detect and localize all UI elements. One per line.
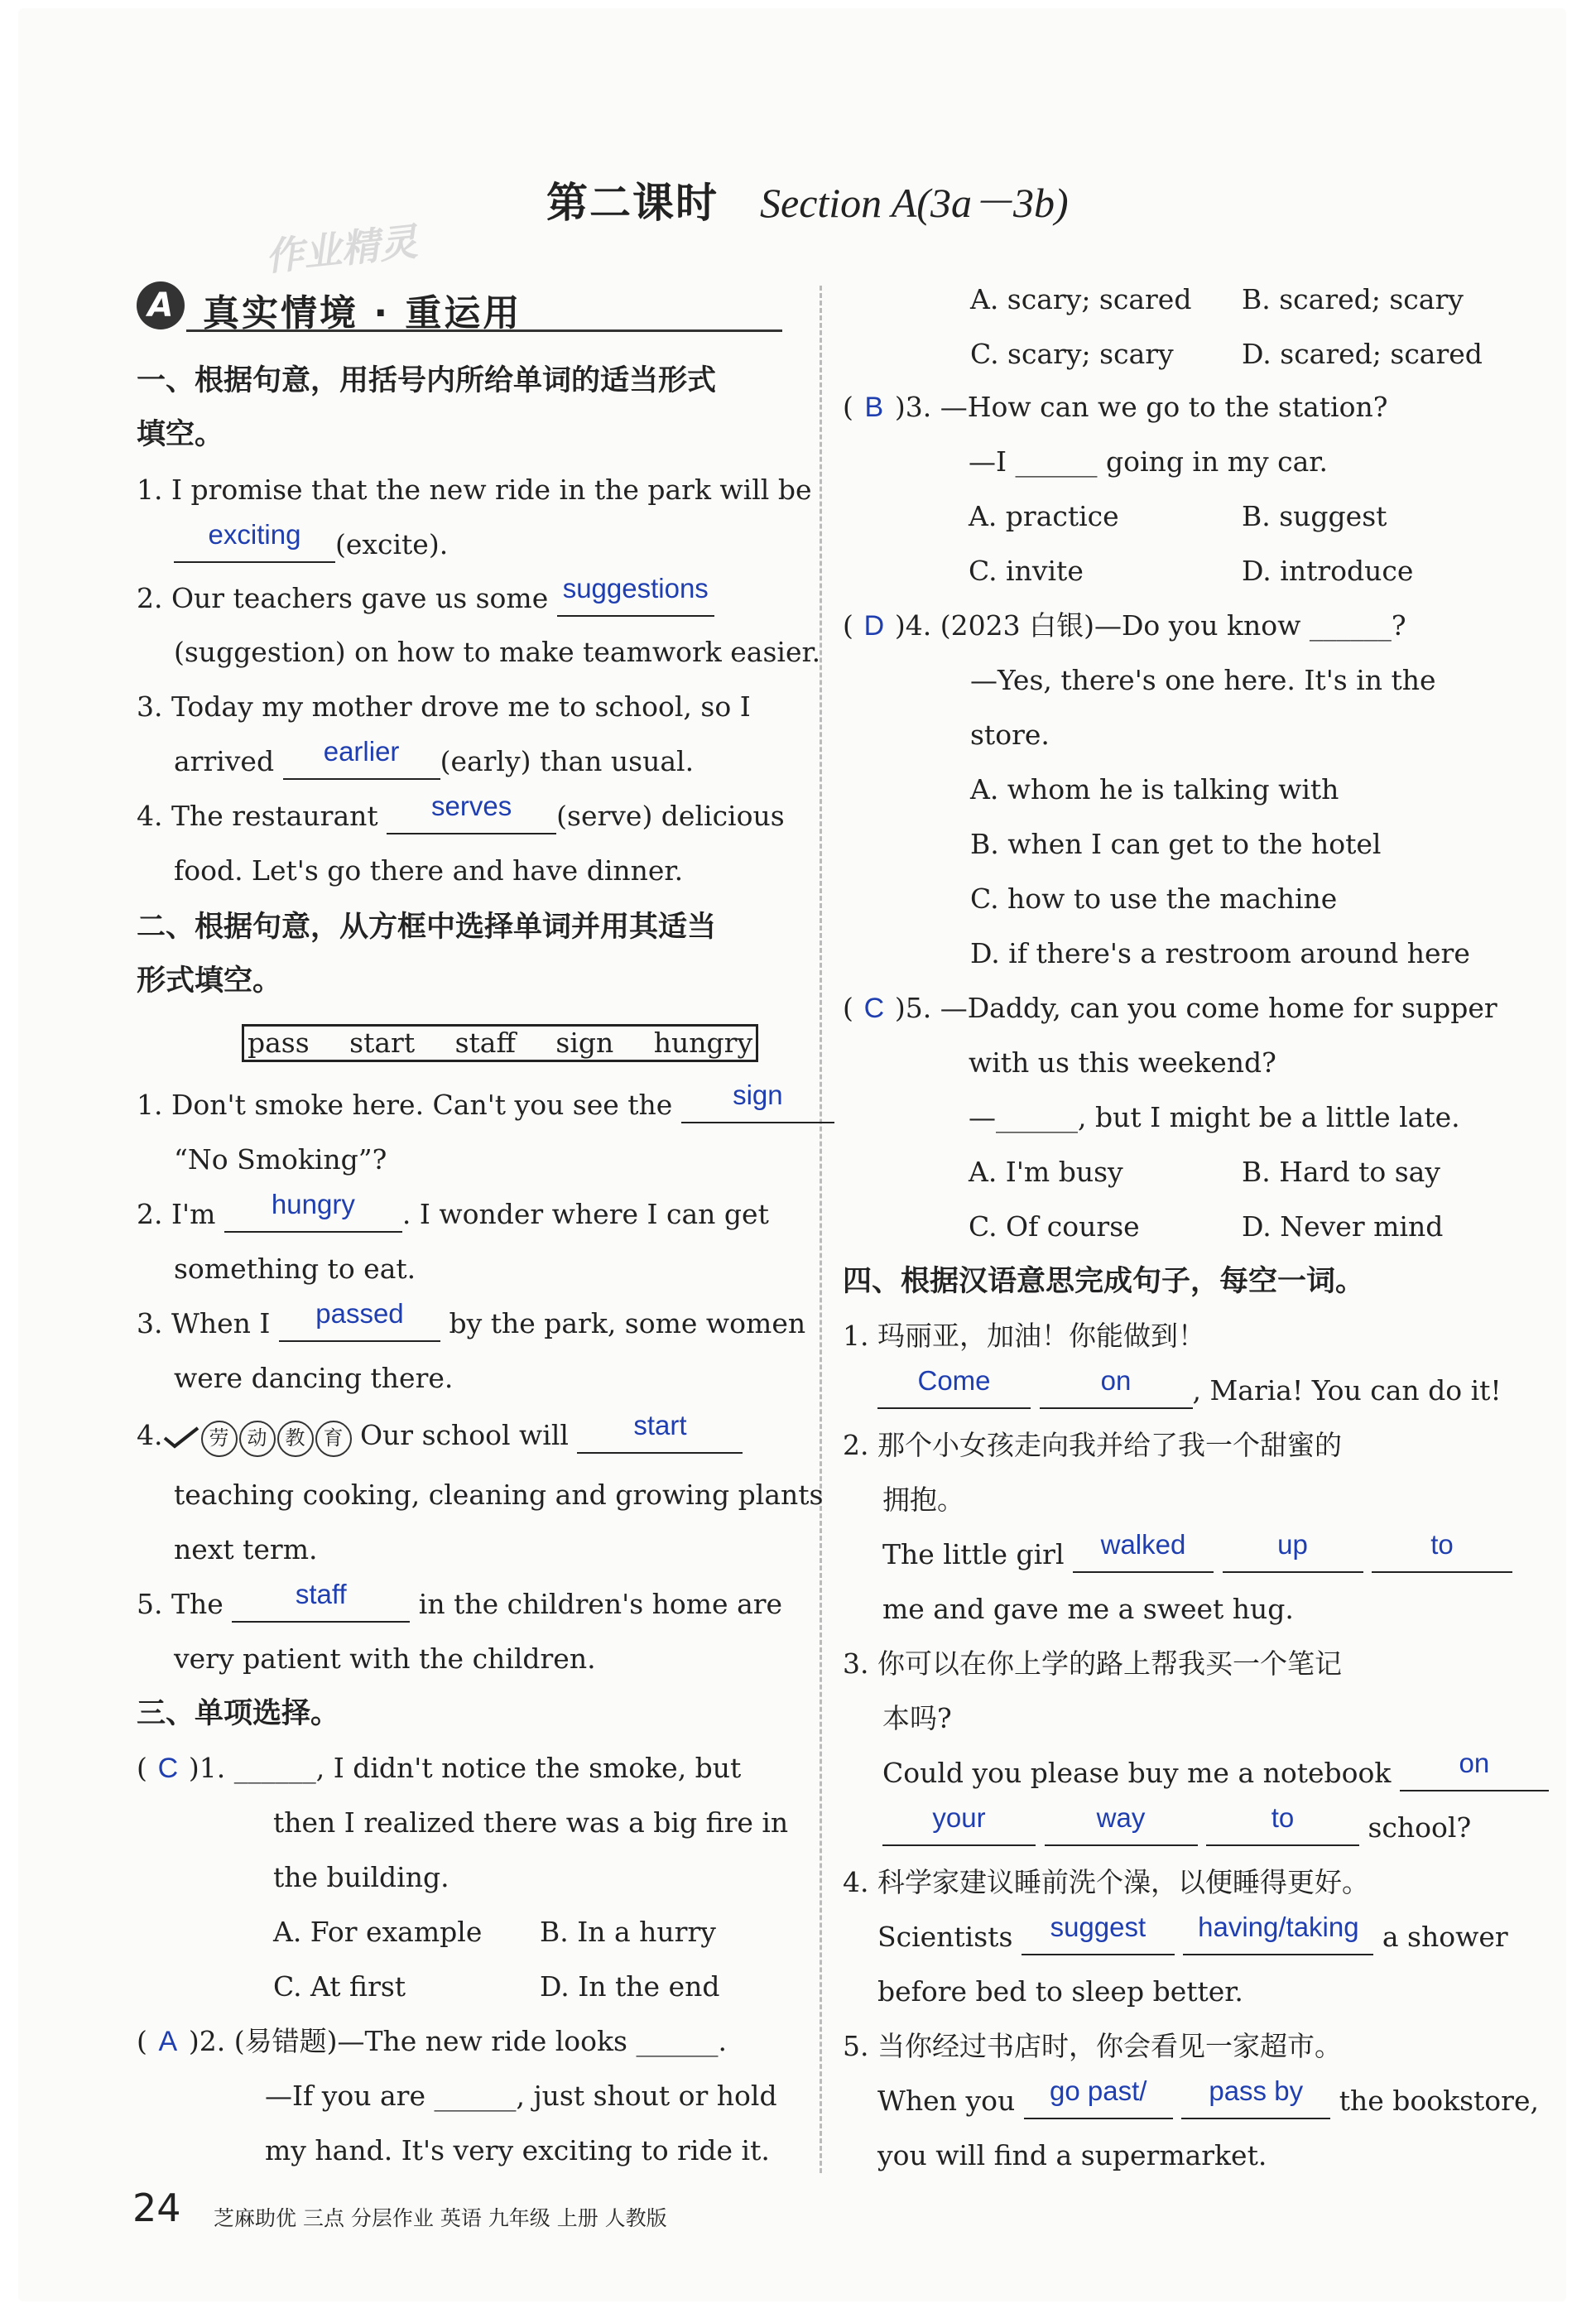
p3-q5-b: with us this weekend? bbox=[969, 1046, 1276, 1079]
paren-open: ( bbox=[137, 2025, 147, 2057]
paren-open: ( bbox=[137, 1752, 147, 1784]
p3-q4-answer[interactable]: D bbox=[863, 610, 885, 642]
banner-badge: A bbox=[137, 281, 185, 329]
footer-book-title: 芝麻助优 三点 分层作业 英语 九年级 上册 人教版 bbox=[214, 2206, 667, 2230]
paren-close: ) bbox=[894, 609, 906, 642]
p4-q1-blank-1[interactable] bbox=[877, 1365, 1031, 1409]
p3-q3-option-b[interactable]: B. suggest bbox=[1242, 500, 1387, 532]
p3-q5-c: —______, but I might be a little late. bbox=[969, 1101, 1460, 1133]
tag-glyph: 动 bbox=[239, 1421, 276, 1457]
p3-q2-option-b[interactable]: B. scared; scary bbox=[1242, 283, 1464, 315]
p4-q1-b: , Maria! You can do it! bbox=[1192, 1374, 1502, 1407]
p2-q5-cont: very patient with the children. bbox=[174, 1642, 596, 1675]
p4-q3-answer: to bbox=[1271, 1802, 1295, 1833]
p2-q3-answer: passed bbox=[315, 1298, 404, 1329]
p2-q1-line bbox=[137, 1080, 834, 1123]
word-box-item: pass bbox=[248, 1027, 310, 1059]
p3-q3-option-d[interactable]: D. introduce bbox=[1242, 555, 1414, 587]
p1-q3-b2: (early) than usual. bbox=[440, 745, 695, 777]
p3-q1-answer[interactable]: C bbox=[157, 1753, 179, 1784]
p2-q4-a: Our school will bbox=[360, 1419, 569, 1451]
column-divider bbox=[820, 286, 822, 2173]
p3-q2-a: 2. (易错题)—The new ride looks ______. bbox=[199, 2025, 727, 2057]
p1-q1-hint: (excite). bbox=[335, 528, 449, 560]
p3-q3-option-a[interactable]: A. practice bbox=[969, 500, 1119, 532]
p4-q3-answer: on bbox=[1459, 1748, 1490, 1778]
p4-q4-blank-2[interactable] bbox=[1183, 1912, 1373, 1955]
part4-heading: 四、根据汉语意思完成句子，每空一词。 bbox=[843, 1265, 1365, 1298]
p3-q3-answer[interactable]: B bbox=[864, 392, 884, 423]
tag-glyph: 劳 bbox=[201, 1421, 238, 1457]
p3-q1-b: then I realized there was a big fire in bbox=[273, 1806, 789, 1839]
p2-q3-blank[interactable] bbox=[279, 1298, 440, 1342]
section-banner bbox=[137, 281, 782, 339]
p3-q4-c: store. bbox=[970, 719, 1050, 751]
p1-q2-a: 2. Our teachers gave us some bbox=[137, 582, 549, 614]
p4-q5-b: the bookstore, bbox=[1339, 2085, 1539, 2117]
p1-q1-blank[interactable] bbox=[174, 519, 335, 563]
p3-q4-option-b[interactable]: B. when I can get to the hotel bbox=[970, 828, 1382, 860]
p1-q3-line bbox=[174, 736, 695, 780]
paren-close: ) bbox=[188, 2025, 200, 2057]
p3-q2-c: my hand. It's very exciting to ride it. bbox=[265, 2134, 770, 2167]
p3-q3-option-c[interactable]: C. invite bbox=[969, 555, 1084, 587]
p2-q5-line bbox=[137, 1579, 783, 1623]
p4-q2-line bbox=[882, 1529, 1512, 1573]
title-section: Section A(3a－3b) bbox=[760, 180, 1069, 226]
p2-q2-answer: hungry bbox=[271, 1189, 355, 1219]
p4-q1-line bbox=[877, 1365, 1502, 1409]
p4-q3-line bbox=[882, 1748, 1549, 1791]
p3-q2-answer[interactable]: A bbox=[158, 2026, 178, 2057]
p4-q4-cn: 4. 科学家建议睡前洗个澡，以便睡得更好。 bbox=[843, 1866, 1369, 1898]
p4-q4-cont: before bed to sleep better. bbox=[877, 1975, 1243, 2008]
title-chinese: 第二课时 bbox=[546, 179, 719, 227]
banner-underline bbox=[186, 329, 782, 332]
p1-q4-cont: food. Let's go there and have dinner. bbox=[174, 854, 684, 887]
word-box-item: hungry bbox=[653, 1027, 753, 1059]
p3-q3-b: —I ______ going in my car. bbox=[969, 445, 1328, 478]
word-box bbox=[242, 1024, 758, 1062]
p2-q5-b: in the children's home are bbox=[418, 1588, 783, 1620]
p2-q5-a: 5. The bbox=[137, 1588, 224, 1620]
p1-q2-answer: suggestions bbox=[562, 573, 709, 604]
p2-q5-blank[interactable] bbox=[232, 1579, 410, 1623]
p1-q4-a: 4. The restaurant bbox=[137, 800, 378, 832]
p2-q5-answer: staff bbox=[295, 1579, 347, 1609]
p4-q2-cn-cont: 拥抱。 bbox=[882, 1484, 964, 1516]
p4-q4-b: a shower bbox=[1382, 1921, 1508, 1953]
p4-q5-blank-1[interactable] bbox=[1024, 2075, 1173, 2119]
p3-q5-answer[interactable]: C bbox=[863, 993, 885, 1024]
p3-q3-line bbox=[843, 391, 1387, 424]
p4-q5-answer: pass by bbox=[1209, 2075, 1304, 2106]
p1-q4-blank[interactable] bbox=[387, 791, 556, 834]
part1-heading: 一、根据句意，用括号内所给单词的适当形式 bbox=[137, 364, 717, 397]
p3-q5-option-c[interactable]: C. Of course bbox=[969, 1210, 1140, 1243]
p2-q2-b: . I wonder where I can get bbox=[401, 1198, 769, 1230]
p4-q3-answer: way bbox=[1096, 1802, 1146, 1833]
p1-q3-text: 3. Today my mother drove me to school, so I bbox=[137, 690, 751, 723]
p3-q1-option-b[interactable]: B. In a hurry bbox=[540, 1916, 716, 1948]
p2-q3-cont: were dancing there. bbox=[174, 1362, 454, 1394]
p3-q2-line bbox=[137, 2025, 727, 2058]
p4-q2-answer: walked bbox=[1100, 1529, 1186, 1560]
p3-q5-option-b[interactable]: B. Hard to say bbox=[1242, 1156, 1440, 1188]
p3-q5-option-a[interactable]: A. I'm busy bbox=[969, 1156, 1123, 1188]
p4-q5-a: When you bbox=[877, 2085, 1016, 2117]
p3-q1-option-c[interactable]: C. At first bbox=[273, 1970, 406, 2003]
p1-q3-blank[interactable] bbox=[283, 736, 440, 780]
p1-q3-answer: earlier bbox=[323, 736, 400, 767]
banner-title: 真实情境 · 重运用 bbox=[203, 292, 522, 334]
word-box-item: staff bbox=[454, 1027, 516, 1059]
watermark-logo: 作业精灵 bbox=[262, 219, 420, 280]
p1-q2-cont: (suggestion) on how to make teamwork easier. bbox=[174, 636, 821, 668]
page-title bbox=[546, 170, 1069, 229]
p4-q2-answer: to bbox=[1430, 1529, 1454, 1560]
p3-q1-a: 1. ______, I didn't notice the smoke, but bbox=[199, 1752, 742, 1784]
p4-q2-cn: 2. 那个小女孩走向我并给了我一个甜蜜的 bbox=[843, 1429, 1342, 1461]
p2-q3-a: 3. When I bbox=[137, 1307, 271, 1339]
p4-q5-line bbox=[877, 2075, 1539, 2119]
p4-q3-blank-4[interactable] bbox=[1206, 1802, 1359, 1846]
p1-q1-line bbox=[174, 519, 449, 563]
page-number: 24 bbox=[132, 2186, 181, 2230]
p3-q4-option-c[interactable]: C. how to use the machine bbox=[970, 882, 1338, 915]
p4-q3-line2 bbox=[882, 1802, 1472, 1846]
checkmark-icon bbox=[163, 1425, 200, 1450]
p1-q4-answer: serves bbox=[431, 791, 512, 821]
p3-q4-a: 4. (2023 白银)—Do you know ______? bbox=[905, 609, 1406, 642]
p2-q1-cont: “No Smoking”? bbox=[174, 1143, 387, 1176]
part3-heading: 三、单项选择。 bbox=[137, 1697, 340, 1730]
part1-heading-cont: 填空。 bbox=[137, 418, 224, 451]
p4-q4-blank-1[interactable] bbox=[1022, 1912, 1175, 1955]
p4-q3-blank-2[interactable] bbox=[882, 1802, 1036, 1846]
paren-close: ) bbox=[894, 992, 906, 1024]
p1-q4-line bbox=[137, 791, 785, 834]
p4-q2-cont: me and gave me a sweet hug. bbox=[882, 1593, 1294, 1625]
p4-q3-a: Could you please buy me a notebook bbox=[882, 1757, 1392, 1789]
p2-q4-line bbox=[137, 1410, 743, 1457]
p2-q2-a: 2. I'm bbox=[137, 1198, 216, 1230]
p2-q4-num: 4. bbox=[137, 1419, 163, 1451]
part2-heading-cont: 形式填空。 bbox=[137, 964, 282, 998]
p3-q2-option-a[interactable]: A. scary; scared bbox=[970, 283, 1192, 315]
p3-q4-option-a[interactable]: A. whom he is talking with bbox=[970, 773, 1339, 806]
p3-q4-line bbox=[843, 609, 1406, 642]
p4-q1-cn: 1. 玛丽亚，加油！你能做到！ bbox=[843, 1320, 1205, 1352]
p2-q1-answer: sign bbox=[733, 1080, 783, 1110]
p4-q2-blank-1[interactable] bbox=[1073, 1529, 1214, 1573]
p2-q4-blank[interactable] bbox=[577, 1410, 743, 1454]
p1-q4-b: (serve) delicious bbox=[556, 800, 785, 832]
p3-q5-line bbox=[843, 992, 1497, 1025]
p3-q5-option-d[interactable]: D. Never mind bbox=[1242, 1210, 1444, 1243]
p3-q1-option-d[interactable]: D. In the end bbox=[540, 1970, 720, 2003]
p4-q3-cn-cont: 本吗? bbox=[882, 1702, 952, 1734]
p2-q1-blank[interactable] bbox=[681, 1080, 834, 1123]
part2-heading: 二、根据句意，从方框中选择单词并用其适当 bbox=[137, 911, 717, 944]
p3-q4-b: —Yes, there's one here. It's in the bbox=[970, 664, 1436, 696]
p4-q3-cn: 3. 你可以在你上学的路上帮我买一个笔记 bbox=[843, 1647, 1342, 1680]
p2-q2-line bbox=[137, 1189, 769, 1233]
word-box-item: start bbox=[349, 1027, 416, 1059]
p4-q3-b: school? bbox=[1368, 1811, 1472, 1844]
p2-q4-cont2: next term. bbox=[174, 1533, 318, 1565]
p3-q1-line bbox=[137, 1752, 741, 1785]
p3-q3-a: 3. —How can we go to the station? bbox=[905, 391, 1388, 423]
p2-q3-b: by the park, some women bbox=[449, 1307, 806, 1339]
p4-q5-answer: go past/ bbox=[1050, 2075, 1147, 2106]
p4-q2-blank-2[interactable] bbox=[1223, 1529, 1363, 1573]
p2-q4-cont: teaching cooking, cleaning and growing plants bbox=[174, 1479, 824, 1511]
p2-q3-line bbox=[137, 1298, 806, 1342]
p2-q1-a: 1. Don't smoke here. Can't you see the bbox=[137, 1089, 673, 1121]
p4-q4-answer: suggest bbox=[1050, 1912, 1147, 1942]
p3-q4-option-d[interactable]: D. if there's a restroom around here bbox=[970, 937, 1470, 969]
word-box-item: sign bbox=[555, 1027, 614, 1059]
p4-q5-blank-2[interactable] bbox=[1181, 2075, 1330, 2119]
p3-q1-c: the building. bbox=[273, 1861, 449, 1893]
p4-q1-answer: Come bbox=[917, 1365, 991, 1396]
p1-q2-blank[interactable] bbox=[557, 573, 714, 617]
p4-q2-a: The little girl bbox=[882, 1538, 1065, 1570]
p4-q2-answer: up bbox=[1277, 1529, 1308, 1560]
p4-q5-cont: you will find a supermarket. bbox=[877, 2139, 1267, 2171]
p1-q1-text: 1. I promise that the new ride in the park will be bbox=[137, 474, 812, 506]
p4-q4-answer: having/taking bbox=[1198, 1912, 1359, 1942]
p1-q2-text bbox=[137, 573, 714, 617]
p4-q3-blank-1[interactable] bbox=[1400, 1748, 1549, 1791]
paren-open: ( bbox=[843, 391, 853, 423]
paren-close: ) bbox=[894, 391, 906, 423]
tag-glyph: 育 bbox=[315, 1421, 352, 1457]
p4-q4-a: Scientists bbox=[877, 1921, 1013, 1953]
p4-q4-line bbox=[877, 1912, 1508, 1955]
p1-q3-b1: arrived bbox=[174, 745, 275, 777]
p3-q2-option-c[interactable]: C. scary; scary bbox=[970, 338, 1174, 370]
p3-q5-a: 5. —Daddy, can you come home for supper bbox=[905, 992, 1497, 1024]
p2-q2-cont: something to eat. bbox=[174, 1253, 416, 1285]
p2-q4-answer: start bbox=[633, 1410, 687, 1440]
tag-glyph: 教 bbox=[277, 1421, 314, 1457]
p3-q2-option-d[interactable]: D. scared; scared bbox=[1242, 338, 1483, 370]
paren-open: ( bbox=[843, 992, 853, 1024]
p3-q1-option-a[interactable]: A. For example bbox=[273, 1916, 483, 1948]
p2-q2-blank[interactable] bbox=[224, 1189, 402, 1233]
p1-q1-answer: exciting bbox=[208, 519, 301, 550]
p4-q3-answer: your bbox=[932, 1802, 986, 1833]
p4-q3-blank-3[interactable] bbox=[1045, 1802, 1198, 1846]
paren-open: ( bbox=[843, 609, 853, 642]
p4-q1-answer: on bbox=[1100, 1365, 1132, 1396]
p3-q2-b: —If you are ______, just shout or hold bbox=[265, 2080, 777, 2112]
paren-close: ) bbox=[188, 1752, 200, 1784]
p4-q1-blank-2[interactable] bbox=[1040, 1365, 1193, 1409]
p4-q5-cn: 5. 当你经过书店时，你会看见一家超市。 bbox=[843, 2030, 1342, 2062]
p4-q2-blank-3[interactable] bbox=[1372, 1529, 1512, 1573]
